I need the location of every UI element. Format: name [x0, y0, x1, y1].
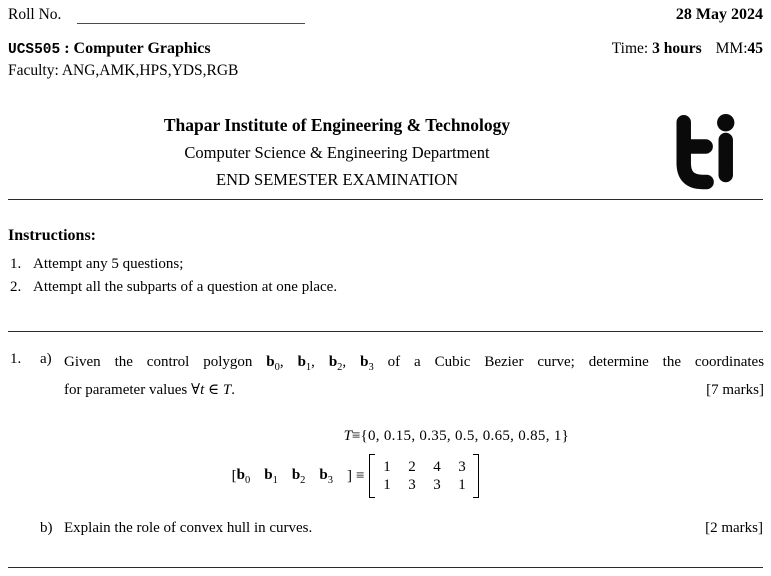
question-number: 1. [10, 351, 22, 367]
set-lhs: T [343, 428, 352, 444]
control-point: b [297, 354, 306, 370]
parameter-set-values: {0, 0.15, 0.35, 0.5, 0.65, 0.85, 1} [360, 428, 570, 444]
roll-number-blank-line [77, 7, 305, 24]
exam-title: END SEMESTER EXAMINATION [216, 170, 458, 189]
param-variable: t [200, 382, 205, 398]
control-point: b [360, 354, 369, 370]
matrix-cell: 3 [408, 477, 416, 493]
time-value: 3 hours [652, 40, 702, 57]
divider-bottom [8, 567, 763, 568]
equiv-symbol: ≡ [356, 467, 365, 484]
matrix-cell: 4 [433, 459, 441, 475]
divider-instructions [8, 331, 763, 332]
question-b-marks: [2 marks] [705, 520, 763, 536]
course-title [8, 40, 211, 58]
question-part-a-body [64, 351, 764, 401]
vector-entry: $b_2$ [291, 466, 306, 486]
course-separator: : [60, 40, 74, 57]
course-code: UCS505 [8, 42, 61, 58]
set-variable: T [222, 382, 232, 398]
exam-header [0, 112, 674, 193]
instruction-number: 2. [10, 279, 22, 295]
control-point: b [328, 354, 338, 370]
equiv-symbol: ≡ [352, 428, 361, 444]
instruction-text: Attempt all the subparts of a question at one place. [33, 279, 338, 295]
matrix-cell: 1 [383, 477, 391, 493]
forall-symbol: ∀ [191, 382, 201, 398]
time-label: Time: [611, 40, 653, 57]
time-and-marks [612, 40, 763, 58]
instruction-number: 1. [10, 256, 22, 272]
element-of-symbol: ∈ [204, 382, 223, 398]
matrix-cell: 2 [408, 459, 416, 475]
question-part-a-label: a) [40, 351, 52, 367]
vector-entry: $b_3$ [319, 466, 333, 486]
roll-number-label: Roll No. [8, 6, 62, 23]
course-and-time-row [8, 40, 763, 58]
vector-entry: $b_0$ [236, 466, 251, 486]
control-point: b [266, 354, 275, 370]
control-point-matrix [369, 454, 479, 498]
question-b-text: Explain the role of convex hull in curves. [64, 520, 313, 536]
instructions-title: Instructions: [8, 227, 97, 244]
vector-entry: $b_1$ [264, 466, 278, 486]
question-a-marks: [7 marks] [706, 382, 764, 398]
institute-name: Thapar Institute of Engineering & Technology [163, 115, 511, 135]
matrix-cell: 1 [383, 459, 391, 475]
question-a-text: for parameter values ∀t ∈ T. [64, 382, 235, 398]
faculty-row [8, 62, 238, 80]
display-math-block [0, 428, 771, 498]
exam-date: 28 May 2024 [675, 6, 763, 23]
thapar-ti-logo-icon [666, 109, 750, 203]
roll-and-date-row [8, 6, 763, 24]
matrix-cell: 3 [433, 477, 441, 493]
control-point-vector: [ $b_0$ $b_1$ $b_2$ $b_3$ ] [231, 466, 352, 486]
instruction-text: Attempt any 5 questions; [33, 256, 184, 272]
faculty-value: ANG,AMK,HPS,YDS,RGB [61, 62, 239, 79]
question-a-text: of a Cubic Bezier curve; determine the coordinates [373, 354, 765, 370]
faculty-label: Faculty: [8, 62, 62, 79]
matrix-cell: 3 [458, 459, 466, 475]
max-marks-value: 45 [747, 40, 763, 57]
max-marks-label: MM: [715, 40, 748, 57]
question-a-line2 [64, 379, 764, 401]
question-a-text: Given the control polygon [64, 354, 267, 370]
course-name: Computer Graphics [73, 40, 211, 57]
divider-header [8, 199, 763, 200]
matrix-cell: 1 [458, 477, 466, 493]
question-a-line1: Given the control polygon $b_0$, $b_1$, $b_2$, $b_3$ of a Cubic Bezier curve; determine the coordinates [64, 354, 765, 373]
control-points-equation [0, 454, 771, 498]
roll-number-field [8, 6, 305, 24]
department-name: Computer Science & Engineering Department [184, 143, 490, 162]
question-part-b-label: b) [40, 520, 53, 536]
parameter-set-equation [0, 428, 771, 445]
